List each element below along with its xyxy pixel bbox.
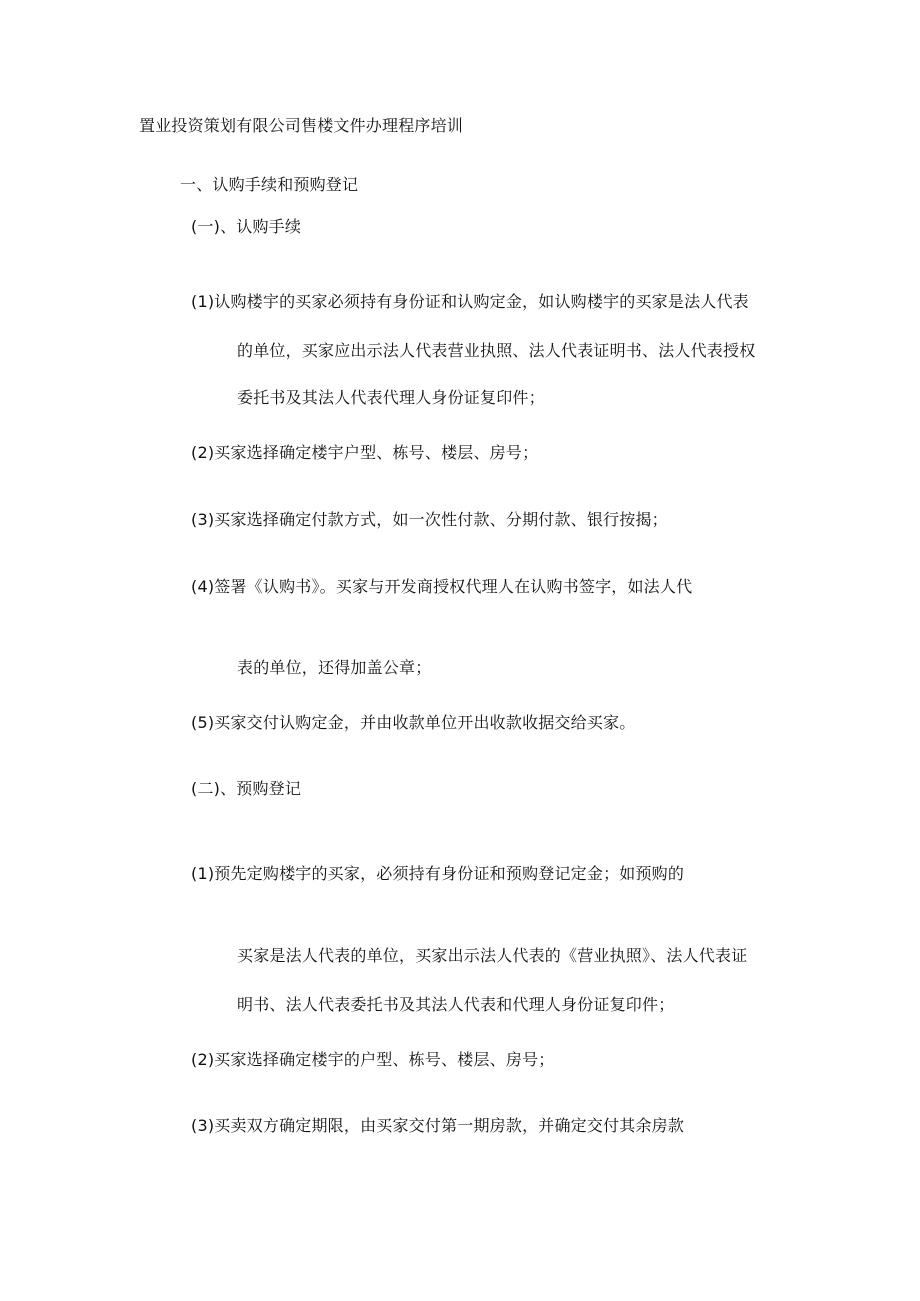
paragraph-line: 买家是法人代表的单位，买家出示法人代表的《营业执照》、法人代表证 [237, 946, 748, 965]
paragraph-line: (2)买家选择确定楼宇户型、栋号、楼层、房号； [191, 443, 539, 462]
paragraph-line: 明书、法人代表委托书及其法人代表和代理人身份证复印件； [237, 995, 675, 1014]
paragraph-line: (1)预先定购楼宇的买家，必须持有身份证和预购登记定金；如预购的 [191, 864, 685, 883]
paragraph-line: 表的单位，还得加盖公章； [237, 658, 432, 677]
paragraph-line: 委托书及其法人代表代理人身份证复印件； [237, 388, 545, 407]
document-title: 置业投资策划有限公司售楼文件办理程序培训 [139, 116, 464, 135]
paragraph-line: (3)买家选择确定付款方式，如一次性付款、分期付款、银行按揭； [191, 510, 668, 529]
paragraph-line: (4)签署《认购书》。买家与开发商授权代理人在认购书签字，如法人代 [191, 577, 693, 596]
subsection-heading-1: (一)、认购手续 [191, 217, 302, 236]
paragraph-line: (2)买家选择确定楼宇的户型、栋号、楼层、房号； [191, 1050, 555, 1069]
section-heading-1: 一、认购手续和预购登记 [180, 175, 359, 194]
paragraph-line: (3)买卖双方确定期限，由买家交付第一期房款，并确定交付其余房款 [191, 1116, 685, 1135]
subsection-heading-2: (二)、预购登记 [191, 779, 302, 798]
paragraph-line: (5)买家交付认购定金，并由收款单位开出收款收据交给买家。 [191, 713, 636, 732]
paragraph-line: (1)认购楼宇的买家必须持有身份证和认购定金，如认购楼宇的买家是法人代表 [191, 292, 749, 311]
paragraph-line: 的单位，买家应出示法人代表营业执照、法人代表证明书、法人代表授权 [237, 341, 756, 360]
